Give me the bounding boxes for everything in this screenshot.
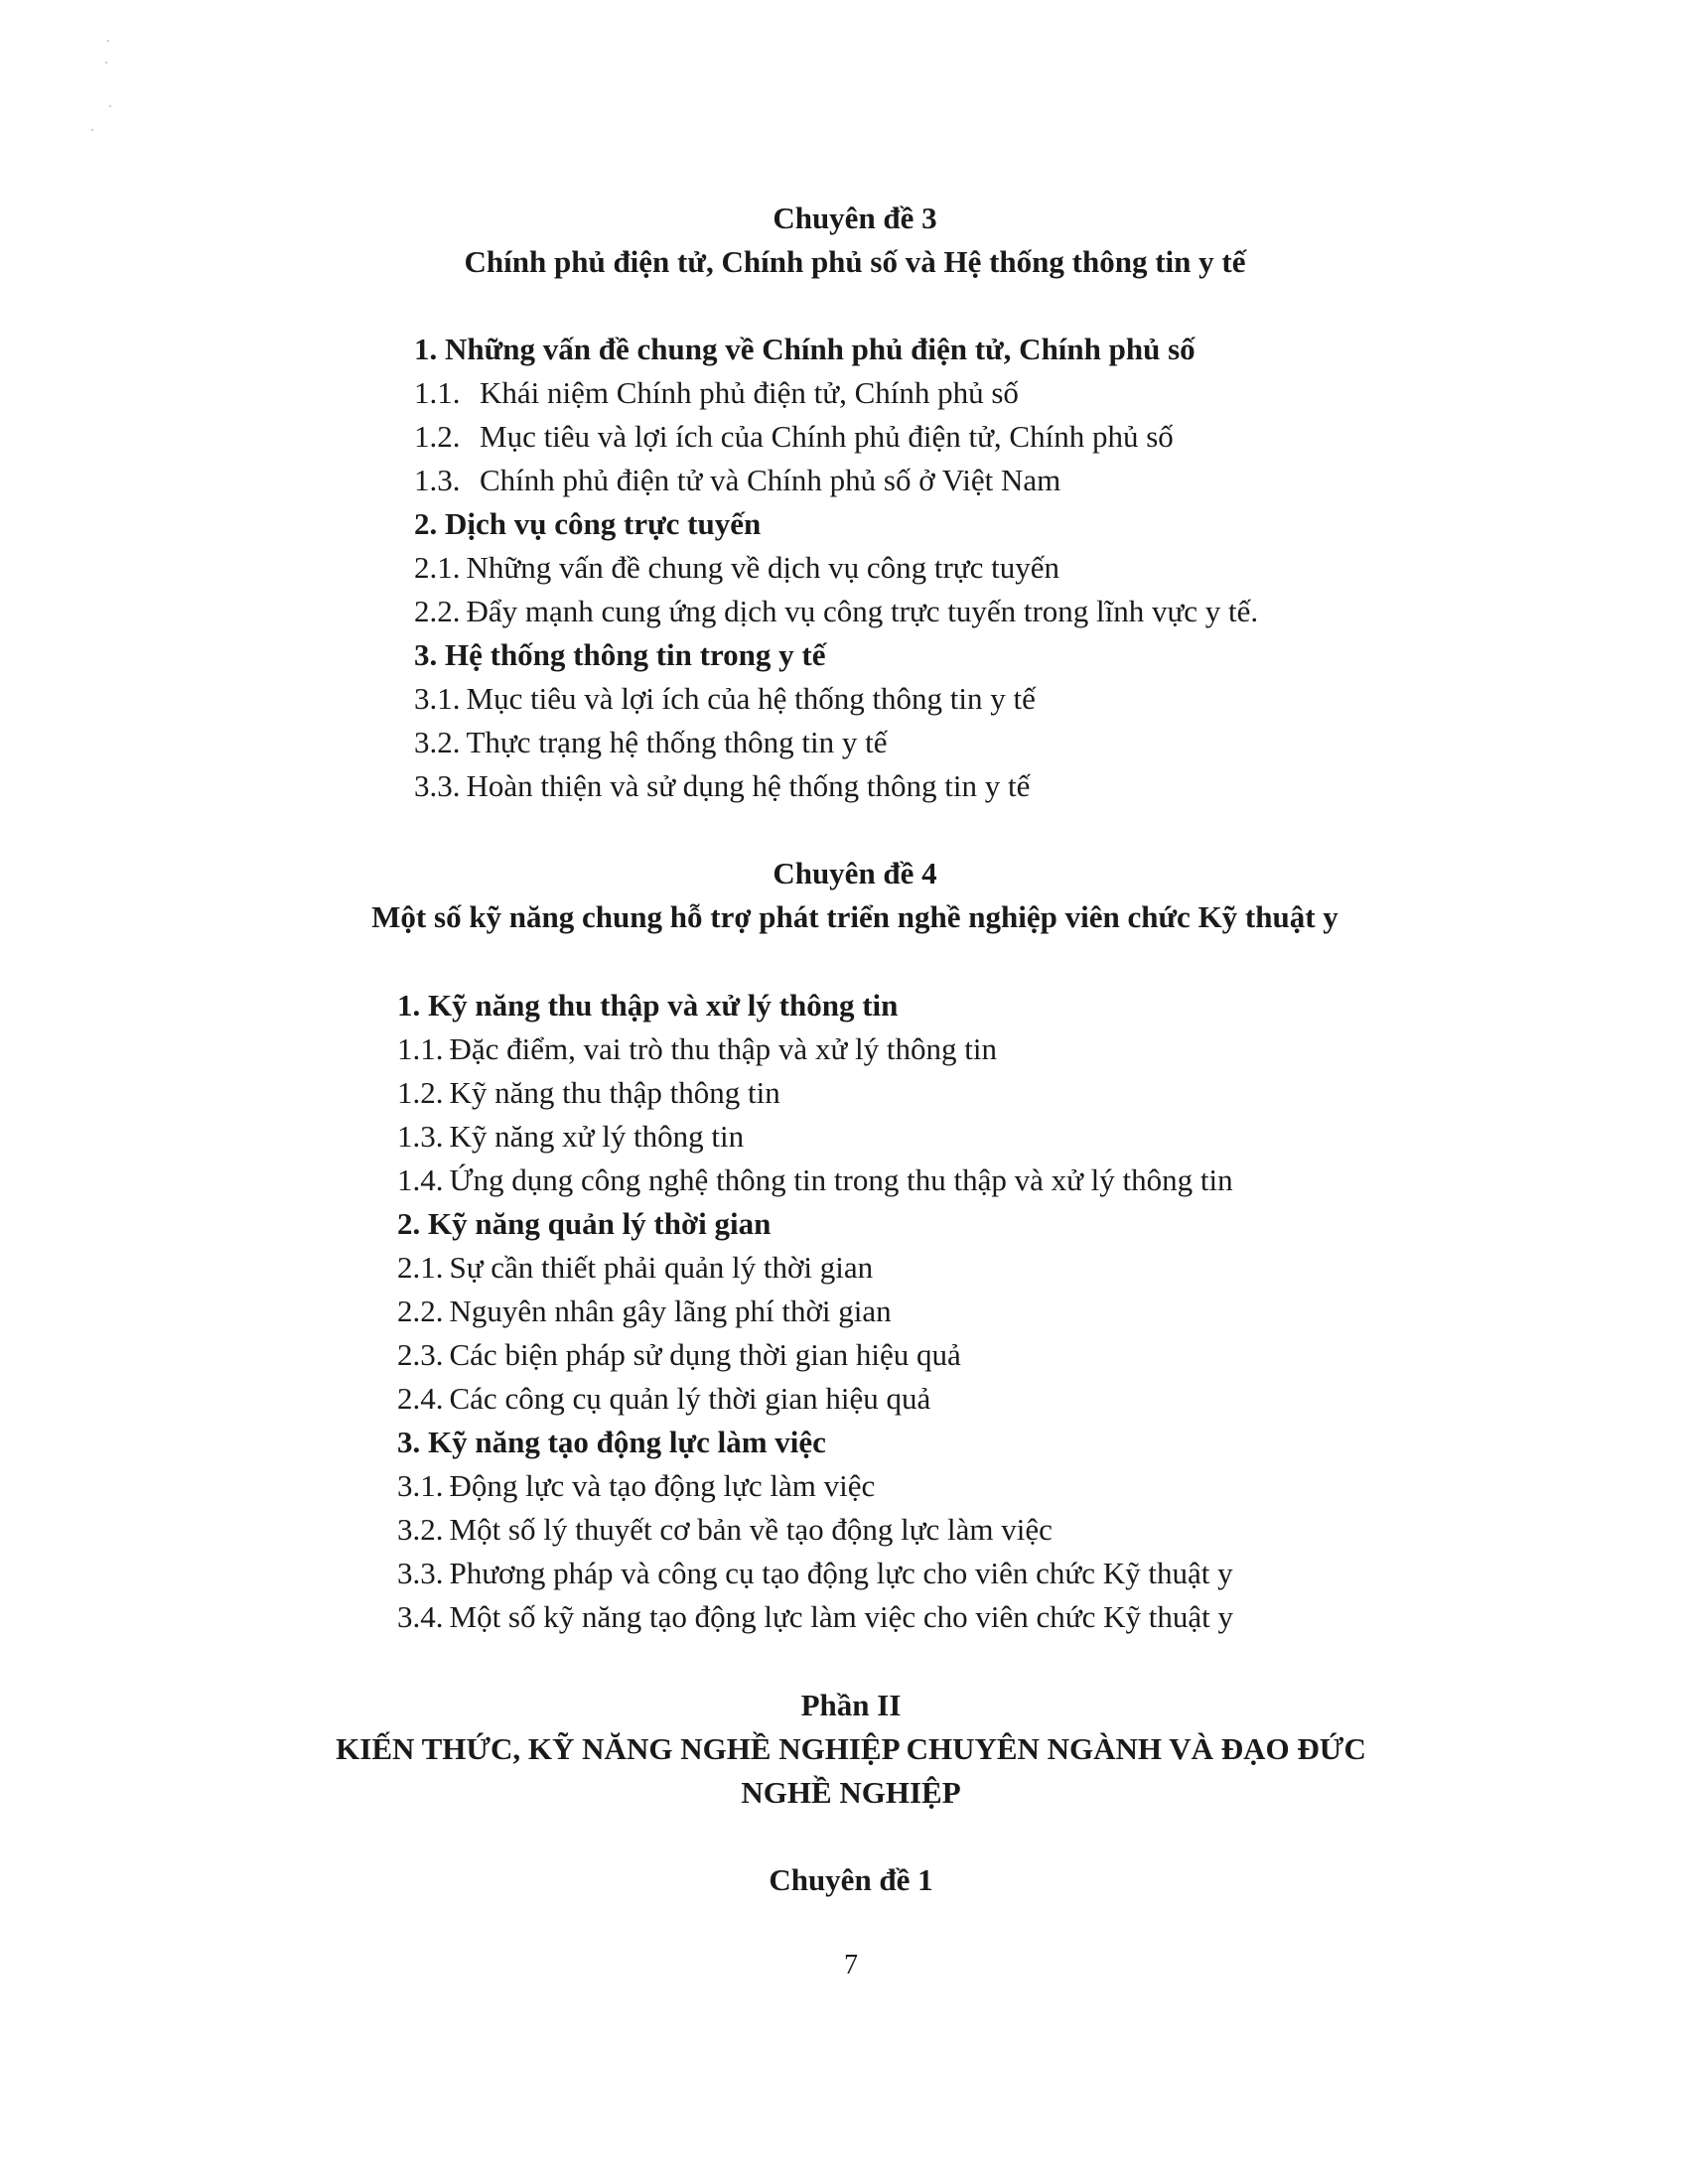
item-number: 2.1. <box>414 550 461 585</box>
item-number: 2.1. <box>397 1250 444 1285</box>
item-number: 1.4. <box>397 1162 444 1197</box>
item-number: 2.3. <box>397 1337 444 1372</box>
item-text: Chính phủ điện tử và Chính phủ số ở Việt Nam <box>480 463 1061 497</box>
list-item <box>397 1595 1233 1639</box>
list-item <box>397 1552 1233 1595</box>
part2-title-line1: KIẾN THỨC, KỸ NĂNG NGHỀ NGHIỆP CHUYÊN NGÀNH VÀ ĐẠO ĐỨC <box>336 1731 1366 1766</box>
topic4-section-1-title: 1. Kỹ năng thu thập và xử lý thông tin <box>397 988 899 1023</box>
list-item <box>397 1159 1233 1202</box>
list-item <box>414 371 1019 415</box>
item-number: 3.2. <box>414 725 461 759</box>
item-number: 3.3. <box>414 768 461 803</box>
item-text: Thực trạng hệ thống thông tin y tế <box>466 725 888 759</box>
item-text: Kỹ năng thu thập thông tin <box>449 1075 780 1110</box>
item-number: 2.2. <box>414 594 461 628</box>
list-item <box>414 415 1174 459</box>
item-number: 3.1. <box>397 1468 444 1503</box>
item-number: 1.2. <box>414 419 461 454</box>
topic4-title: Một số kỹ năng chung hỗ trợ phát triển nghề nghiệp viên chức Kỹ thuật y <box>371 899 1338 934</box>
topic3-heading: Chuyên đề 3 <box>773 201 937 235</box>
list-item <box>397 1333 961 1377</box>
list-item <box>397 1508 1053 1552</box>
scan-speck <box>105 62 107 64</box>
page-number: 7 <box>844 1950 858 1980</box>
topic3-section-3-title: 3. Hệ thống thông tin trong y tế <box>414 637 826 672</box>
list-item <box>414 590 1258 633</box>
topic4-section-2-title: 2. Kỹ năng quản lý thời gian <box>397 1206 772 1241</box>
item-number: 3.3. <box>397 1556 444 1590</box>
part2-next-topic-heading: Chuyên đề 1 <box>769 1862 933 1897</box>
list-item <box>397 1377 930 1421</box>
item-text: Một số kỹ năng tạo động lực làm việc cho viên chức Kỹ thuật y <box>449 1599 1233 1634</box>
item-text: Mục tiêu và lợi ích của Chính phủ điện tử, Chính phủ số <box>480 419 1174 454</box>
item-text: Sự cần thiết phải quản lý thời gian <box>449 1250 874 1285</box>
topic4-section-3-title: 3. Kỹ năng tạo động lực làm việc <box>397 1425 826 1459</box>
item-text: Các biện pháp sử dụng thời gian hiệu quả <box>449 1337 961 1372</box>
list-item <box>397 1027 997 1071</box>
scan-speck <box>91 129 93 131</box>
item-number: 2.4. <box>397 1381 444 1416</box>
topic4-heading: Chuyên đề 4 <box>773 856 937 890</box>
list-item <box>414 677 1036 721</box>
topic3-section-2-title: 2. Dịch vụ công trực tuyến <box>414 506 762 541</box>
item-text: Một số lý thuyết cơ bản về tạo động lực làm việc <box>449 1512 1053 1547</box>
item-text: Khái niệm Chính phủ điện tử, Chính phủ số <box>480 375 1019 410</box>
item-text: Động lực và tạo động lực làm việc <box>449 1468 876 1503</box>
topic3-section-1-title: 1. Những vấn đề chung về Chính phủ điện tử, Chính phủ số <box>414 332 1196 366</box>
item-text: Đẩy mạnh cung ứng dịch vụ công trực tuyến trong lĩnh vực y tế. <box>466 594 1259 628</box>
item-number: 1.2. <box>397 1075 444 1110</box>
list-item <box>397 1246 873 1290</box>
item-number: 1.3. <box>397 1119 444 1154</box>
list-item <box>397 1115 744 1159</box>
list-item <box>414 459 1060 502</box>
list-item <box>397 1464 875 1508</box>
item-number: 2.2. <box>397 1294 444 1328</box>
item-number: 1.3. <box>414 463 461 497</box>
item-number: 3.4. <box>397 1599 444 1634</box>
part2-heading: Phần II <box>800 1688 902 1722</box>
item-text: Hoàn thiện và sử dụng hệ thống thông tin y tế <box>466 768 1031 803</box>
scan-speck <box>109 105 111 107</box>
item-text: Mục tiêu và lợi ích của hệ thống thông tin y tế <box>466 681 1036 716</box>
item-number: 3.2. <box>397 1512 444 1547</box>
list-item <box>397 1071 780 1115</box>
scan-specks <box>99 40 119 139</box>
item-text: Nguyên nhân gây lãng phí thời gian <box>449 1294 892 1328</box>
list-item <box>414 721 888 764</box>
item-text: Phương pháp và công cụ tạo động lực cho viên chức Kỹ thuật y <box>449 1556 1233 1590</box>
list-item <box>414 764 1030 808</box>
item-text: Các công cụ quản lý thời gian hiệu quả <box>449 1381 931 1416</box>
list-item <box>397 1290 892 1333</box>
scan-speck <box>107 40 109 42</box>
list-item <box>414 546 1059 590</box>
part2-title-line2: NGHỀ NGHIỆP <box>741 1775 961 1810</box>
item-text: Đặc điểm, vai trò thu thập và xử lý thông tin <box>449 1031 997 1066</box>
item-number: 1.1. <box>397 1031 444 1066</box>
item-text: Ứng dụng công nghệ thông tin trong thu thập và xử lý thông tin <box>449 1162 1233 1197</box>
item-number: 1.1. <box>414 375 461 410</box>
item-text: Kỹ năng xử lý thông tin <box>449 1119 745 1154</box>
topic3-title: Chính phủ điện tử, Chính phủ số và Hệ thống thông tin y tế <box>464 244 1246 279</box>
item-text: Những vấn đề chung về dịch vụ công trực tuyến <box>466 550 1059 585</box>
item-number: 3.1. <box>414 681 461 716</box>
